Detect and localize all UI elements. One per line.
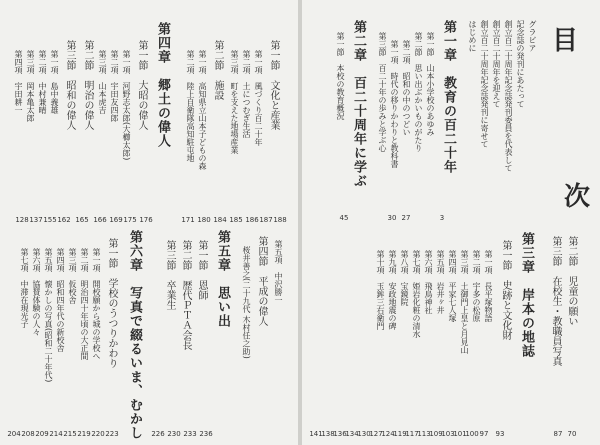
page-number: 165 (75, 216, 89, 224)
chapter5-sec1: 第一節 恩師 (196, 240, 207, 300)
chapter4-item: 第四項 宇田耕一 (14, 50, 23, 114)
page-number: 214 (49, 430, 63, 438)
chapter3-item: 第八項 宝鏡院 (400, 250, 409, 306)
page-number: 204 (7, 430, 21, 438)
page-number: 109 (429, 430, 443, 438)
chapter6-item: 第一項 開校願から城の学校へ (92, 248, 101, 360)
chapter3-item: 第二項 宇多の松原 (472, 250, 481, 322)
page-number: 130 (357, 430, 371, 438)
page-number: 220 (91, 430, 105, 438)
chapter4-item: 第三項 山本虎吉 (98, 50, 107, 114)
chapter1-sec: 第三節 百二十年の歩みと学ぶ心 (378, 32, 387, 152)
chapter5-sec3: 第三節 卒業生 (164, 240, 175, 310)
page-number: 169 (109, 216, 123, 224)
page-number: 188 (273, 216, 287, 224)
chapter3-title: 第三章 岸本の地誌 (519, 232, 534, 358)
chapter6-item: 第七項 中滞在現光子 (20, 248, 29, 328)
page-number: 117 (405, 430, 419, 438)
page-number: 3 (439, 214, 445, 222)
toc-title-char: 目 (552, 26, 579, 56)
chapter4-item: 第一項 河野志太郎(大櫛太郎) (122, 50, 131, 161)
chapter4-item: 第二項 中村兼晴 (38, 50, 47, 114)
front-hajime: はじめに (468, 20, 477, 52)
page-number: 87 (553, 430, 563, 438)
chapter6-item: 第四項 昭和四年代の新校舎 (56, 248, 65, 352)
chapter6-item: 第五項 懐かしの写真(昭和二十年代) (44, 248, 53, 383)
page-number: 100 (465, 430, 479, 438)
chapter2-title: 第二章 百二十周年に学ぶ (351, 20, 366, 188)
chapter4-item: 第一項 島中義雄 (50, 50, 59, 114)
page-number: 138 (321, 430, 335, 438)
culture-item: 第三項 町を支えた地場産業 (230, 50, 239, 154)
right-page (302, 0, 600, 445)
page-number: 124 (381, 430, 395, 438)
chapter6-sec1: 第一節 学校のうつりかわり (106, 238, 117, 368)
page-number: 226 (151, 430, 165, 438)
page-number: 175 (123, 216, 137, 224)
chapter4-item: 第二項 宇田友四郎 (110, 50, 119, 122)
page-number: 101 (453, 430, 467, 438)
chapter6-item: 第六項 協賛体験の人々 (32, 248, 41, 336)
front-message: 創立百二十周年記念誌発刊に寄せて (480, 20, 489, 148)
chapter5-item: 第五項 中沢勝一 (274, 240, 283, 304)
page-number: 93 (495, 430, 505, 438)
chapter3-item: 第十項 玉鉾三右衛門 (376, 250, 385, 330)
chapter4-sec1: 第一節 大昭の偉人 (136, 40, 147, 130)
chapter4-sec2: 第二節 明治の偉人 (82, 40, 93, 130)
chapter3-item: 第七項 姫岩化粧の清水 (412, 250, 421, 338)
page-number: 97 (479, 430, 489, 438)
page-number: 70 (567, 430, 577, 438)
page-number: 27 (401, 214, 411, 222)
chapter4-sec3: 第三節 昭和の偉人 (64, 40, 75, 130)
page-number: 209 (35, 430, 49, 438)
page-number: 180 (197, 216, 211, 224)
chapter1-item: 第二項 昭和の中のつどい (402, 40, 411, 136)
culture-item: 第一項 風づくり百二十年 (254, 50, 263, 146)
page-number: 176 (139, 216, 153, 224)
page-number: 219 (77, 430, 91, 438)
left-page (0, 0, 298, 445)
chapter3-item: 第一項 長平塚物語 (484, 250, 493, 322)
page-number: 236 (199, 430, 213, 438)
chapter3-sec1: 第一節 史跡と文化財 (500, 240, 511, 340)
chapter6-title: 第六章 写真で綴るいま、むかし (127, 230, 142, 440)
page-number: 113 (417, 430, 431, 438)
culture-item: 第一項 高知県立山本子どもの森 (198, 50, 207, 170)
chapter1-title: 第一章 教育の百二十年 (441, 20, 456, 174)
chapter3-item: 第六項 飛鳥神社 (424, 250, 433, 314)
page-number: 187 (259, 216, 273, 224)
chapter2-sec1: 第一節 本校の教育概況 (336, 32, 345, 120)
front-committee: 創立百二十周年記念誌発刊委員を代表して (504, 20, 513, 172)
chapter3-item: 第九項 安政地震の碑 (388, 250, 397, 330)
chapter1-sec: 第二節 思い出ぶかいものがたり (414, 32, 423, 152)
chapter4-item: 第三項 岡本亀太郎 (26, 50, 35, 122)
page-number: 136 (333, 430, 347, 438)
page-number: 208 (21, 430, 35, 438)
chapter3-item: 第五項 岩井ヶ井 (436, 250, 445, 314)
chapter6-item: 第二項 明治四十年頃の大正間 (80, 248, 89, 360)
page-number: 128 (15, 216, 29, 224)
page-number: 141 (309, 430, 323, 438)
chapter5-sec2: 第二節 歴代ＰＴＡ会長 (180, 240, 191, 350)
culture-title: 第一節 文化と産業 (268, 40, 279, 130)
page-number: 155 (43, 216, 57, 224)
page-number: 119 (393, 430, 407, 438)
front-glavure: グラビア (528, 20, 537, 52)
page-number: 185 (229, 216, 243, 224)
page-number: 230 (167, 430, 181, 438)
chapter1-item: 第一項 時代の移りかわりと教科書 (390, 40, 399, 168)
toc-title-char: 次 (564, 182, 591, 212)
culture-item: 第二項 土につむぎ生活 (242, 50, 251, 138)
page-number: 162 (57, 216, 71, 224)
chapter5-title: 第五章 思い出 (215, 230, 230, 328)
page-number: 186 (245, 216, 259, 224)
page-number: 127 (369, 430, 383, 438)
chapter1-sec: 第一節 山本小学校のあゆみ (426, 32, 435, 136)
page-number: 103 (441, 430, 455, 438)
chapter3-sec2: 第二節 児童の願い (566, 236, 577, 326)
page-number: 30 (387, 214, 397, 222)
page-number: 184 (213, 216, 227, 224)
page-number: 137 (29, 216, 43, 224)
chapter3-item: 第四項 平家七人塚 (448, 250, 457, 322)
chapter6-item: 第三項 仮校舎 (68, 248, 77, 304)
page-number: 134 (345, 430, 359, 438)
chapter4-title: 第四章 郷土の偉人 (155, 22, 170, 148)
page-number: 215 (63, 430, 77, 438)
page-number: 171 (181, 216, 195, 224)
page-number: 166 (93, 216, 107, 224)
front-foundation: 創立百二十周年を迎えて (492, 20, 501, 108)
page-number: 233 (183, 430, 197, 438)
culture-item: 第二項 陸上自衛隊高知駐屯地 (186, 50, 195, 162)
chapter3-sec3: 第三節 在校生・教職員写真 (550, 236, 561, 366)
chapter5-peace: 第四節 平成の偉人 (256, 236, 267, 326)
page-number: 223 (105, 430, 119, 438)
page-number: 45 (339, 214, 349, 222)
chapter3-item: 第三項 土御門上皇と月見山 (460, 250, 469, 354)
culture-sec2: 第二節 施設 (212, 40, 223, 100)
chapter5-peace-item: 桜井善之(二十九代 木村任之助) (242, 246, 251, 359)
front-commemorate: 記念誌の発刊にあたって (516, 20, 525, 108)
